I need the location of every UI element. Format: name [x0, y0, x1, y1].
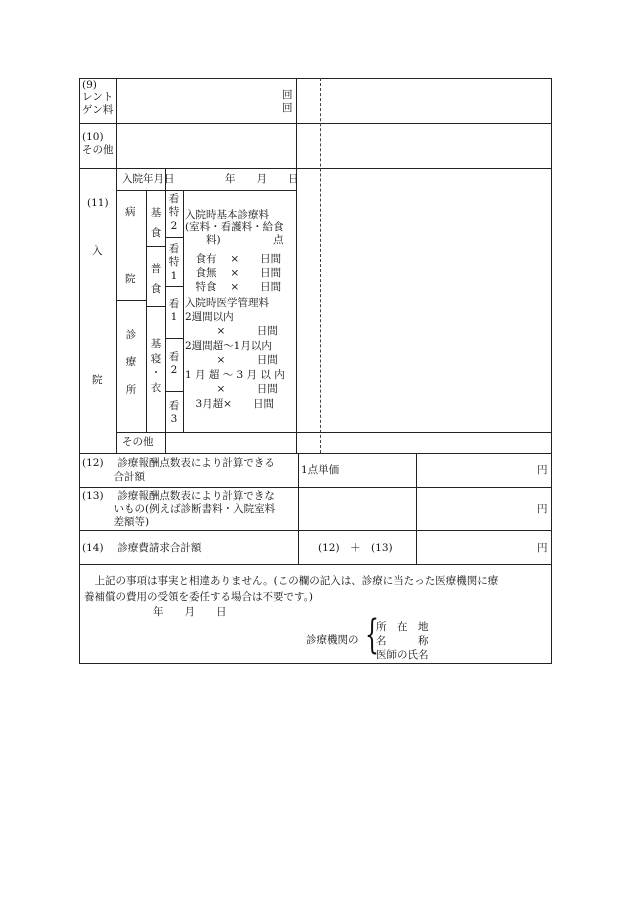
within-2w-days: × 日間	[185, 325, 278, 337]
fusho-label: 普 食	[150, 263, 162, 296]
row11-other-label: その他	[122, 436, 154, 448]
over-3m-row: 3月超× 日間	[185, 398, 274, 410]
row10-label: (10) その他	[82, 131, 114, 157]
row9-label: (9) レント ゲン料	[82, 79, 114, 116]
doctor-name-label: 医師の氏名	[376, 649, 429, 661]
unit-price-label: 1点単価	[301, 464, 340, 476]
row11-number: (11)	[87, 197, 109, 209]
kan2-label: 看 2	[168, 351, 180, 377]
basic-fee-text: 入院時基本診療料 (室料・看護料・給食 料) 点	[185, 209, 284, 246]
frame-right	[551, 78, 552, 664]
byoin-2: 院	[125, 273, 136, 285]
admission-date-field: 年 月 日	[225, 173, 299, 185]
over-2w-label: 2週間超～1月以内	[185, 340, 272, 352]
row14-formula: (12) ＋ (13)	[318, 542, 393, 554]
name-label: 名 称	[376, 635, 429, 647]
row11-nyuin-1: 入	[92, 245, 103, 257]
over-1m-days: × 日間	[185, 383, 278, 395]
row14-label: (14) 診療費請求合計額	[82, 542, 202, 554]
meal-with-row: 食有 × 日間	[185, 253, 282, 265]
med-mgmt-label: 入院時医学管理料	[185, 297, 269, 309]
kan3-label: 看 3	[168, 400, 180, 426]
frame-left	[79, 78, 80, 664]
row13-label: (13) 診療報酬点数表により計算できな いもの(例えば診断書料・入院室料 差額等)	[82, 490, 276, 528]
within-2w-label: 2週間以内	[185, 311, 234, 323]
kisho-label: 基 食	[150, 207, 162, 240]
meal-none-row: 食無 × 日間	[185, 267, 282, 279]
byoin-1: 病	[125, 206, 136, 218]
row9-unit-2: 回	[282, 102, 293, 114]
kishin-label: 基 寝 ・ 衣	[150, 338, 162, 395]
frame-top	[79, 78, 552, 79]
frame-bottom	[79, 663, 552, 664]
kantoku2-label: 看 特 2	[168, 193, 180, 232]
certification-date: 年 月 日	[153, 606, 227, 618]
kantoku1-label: 看 特 1	[168, 243, 180, 282]
row13-yen: 円	[537, 503, 548, 515]
kan1-label: 看 1	[168, 298, 180, 324]
row12-label: (12) 診療報酬点数表により計算できる 合計額	[82, 457, 275, 483]
over-2w-days: × 日間	[185, 354, 278, 366]
row12-yen: 円	[537, 464, 548, 476]
over-1m-label: 1 月 超 ～ 3 月 以 内	[185, 369, 285, 381]
row11-nyuin-2: 院	[92, 374, 103, 386]
shinryojo-label: 診 療 所	[125, 329, 137, 396]
row14-yen: 円	[537, 542, 548, 554]
row9-unit-1: 回	[282, 89, 293, 101]
address-label: 所 在 地	[376, 621, 429, 633]
dashed-divider	[320, 78, 321, 453]
institution-label: 診療機関の	[306, 634, 359, 646]
meal-special-row: 特食 × 日間	[185, 281, 282, 293]
admission-date-label: 入院年月日	[122, 173, 175, 185]
certification-text: 上記の事項は事実と相違ありません。(この欄の記入は、診療に当たった医療機関に療 養補償の費用の受領を委任する場合は不要です。)	[84, 575, 499, 603]
left-brace-icon: {	[365, 612, 379, 658]
